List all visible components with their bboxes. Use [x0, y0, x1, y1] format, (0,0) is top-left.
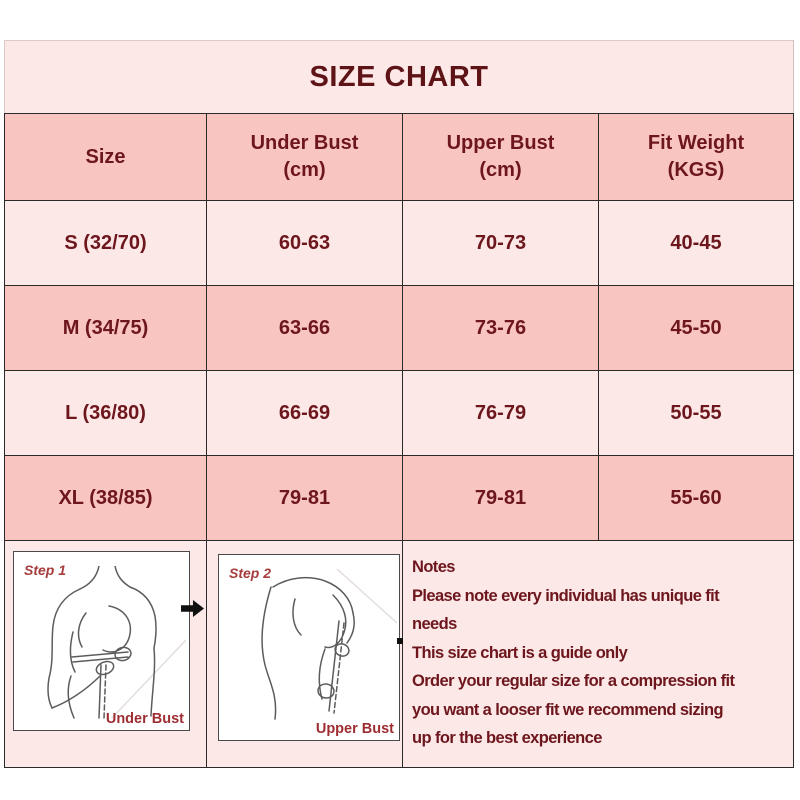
note-line: up for the best experience [412, 729, 602, 747]
column-header-fit-weight [599, 114, 794, 201]
column-header-label: Size [85, 145, 126, 168]
notes-section [403, 541, 794, 768]
cell-size: XL (38/85) [5, 456, 207, 541]
cell-under-bust: 66-69 [207, 371, 403, 456]
column-header-unit: (cm) [283, 159, 326, 181]
cell-fit-weight: 50-55 [599, 371, 794, 456]
header-row [5, 114, 794, 201]
column-header-upper-bust [403, 114, 599, 201]
note-line: Order your regular size for a compression fit [412, 672, 735, 690]
notes-heading: Notes [412, 558, 455, 576]
table-row-m [5, 286, 794, 371]
under-bust-label: Under Bust [105, 711, 184, 727]
column-header-size [5, 114, 207, 201]
column-header-label: Under Bust [250, 132, 359, 154]
cell-under-bust: 63-66 [207, 286, 403, 371]
measure-step-2-cell [207, 541, 403, 768]
cell-fit-weight: 45-50 [599, 286, 794, 371]
column-header-under-bust [207, 114, 403, 201]
upperbust-measure-figure-icon [221, 569, 397, 733]
cell-fit-weight: 55-60 [599, 456, 794, 541]
table-row-s [5, 201, 794, 286]
column-header-label: Fit Weight [647, 132, 745, 154]
title-row [5, 41, 794, 114]
note-line: This size chart is a guide only [412, 643, 628, 662]
upper-bust-label: Upper Bust [315, 721, 394, 737]
cell-upper-bust: 79-81 [403, 456, 599, 541]
note-line: you want a looser fit we recommend sizing [412, 700, 723, 719]
step-2-label: Step 2 [229, 565, 272, 581]
measure-step-1-cell [5, 541, 207, 768]
cell-upper-bust: 70-73 [403, 201, 599, 286]
cell-under-bust: 79-81 [207, 456, 403, 541]
step-1-illustration [13, 551, 190, 731]
cell-size: S (32/70) [5, 201, 207, 286]
column-header-label: Upper Bust [446, 132, 555, 154]
note-line: Please note every individual has unique fit [412, 586, 720, 605]
cell-size: L (36/80) [5, 371, 207, 456]
note-line: needs [412, 615, 457, 633]
size-chart-sheet [4, 40, 794, 768]
underbust-measure-figure-icon [16, 566, 186, 724]
cell-fit-weight: 40-45 [599, 201, 794, 286]
cell-size: M (34/75) [5, 286, 207, 371]
page-title: SIZE CHART [5, 41, 794, 114]
column-header-unit: (cm) [479, 159, 522, 181]
table-row-xl [5, 456, 794, 541]
bottom-row [5, 541, 794, 768]
cell-upper-bust: 76-79 [403, 371, 599, 456]
cell-upper-bust: 73-76 [403, 286, 599, 371]
size-chart-table [4, 40, 794, 768]
step-2-illustration [218, 554, 400, 741]
cell-under-bust: 60-63 [207, 201, 403, 286]
column-header-unit: (KGS) [667, 159, 725, 181]
table-row-l [5, 371, 794, 456]
step-1-label: Step 1 [24, 562, 67, 578]
